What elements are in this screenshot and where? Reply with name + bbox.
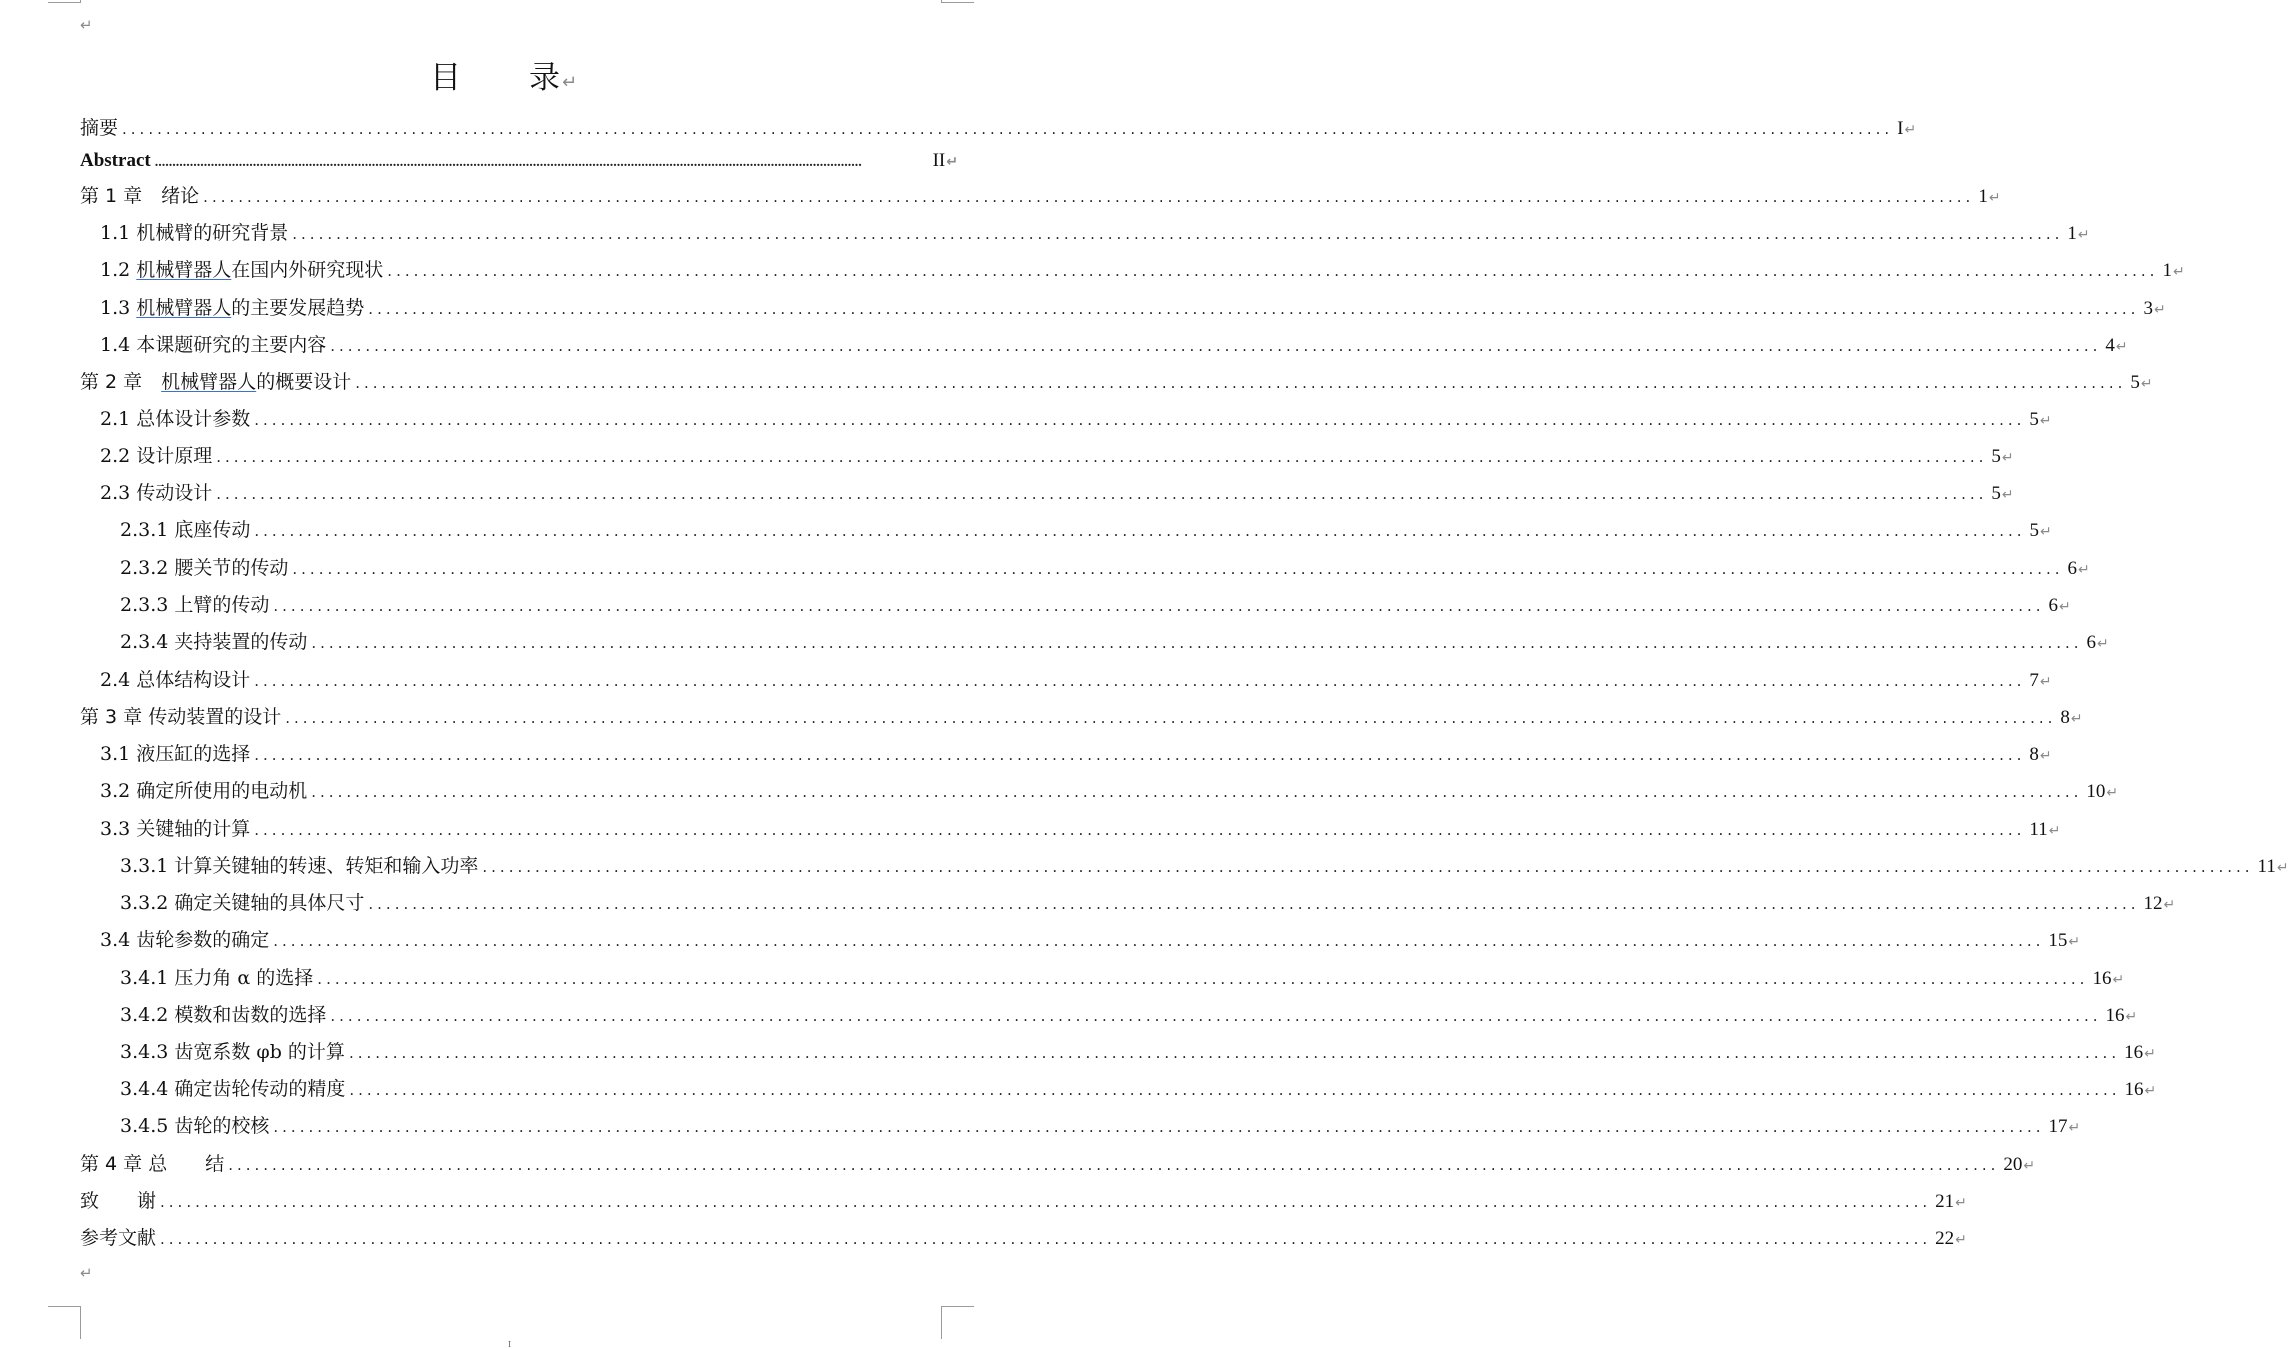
toc-page-number: 5 (2029, 409, 2039, 430)
toc-entry[interactable] (80, 702, 2083, 732)
dot-leader: .......................................................................................................................................................................................................... (292, 560, 2064, 578)
toc-entry[interactable] (80, 404, 2052, 434)
toc-entry-label: 2.2 设计原理 (100, 445, 213, 467)
toc-entry-label: 参考文献 (80, 1227, 157, 1249)
toc-entry[interactable] (80, 553, 2090, 583)
toc-page-number: 11 (2257, 856, 2276, 877)
toc-entry-label: 2.4 总体结构设计 (100, 669, 251, 691)
toc-page-number: 6 (2048, 595, 2059, 616)
dot-leader: .......................................................................................................................................................................................................... (292, 225, 2064, 243)
toc-page-number: 5 (2130, 372, 2140, 393)
toc-entry[interactable] (80, 888, 2176, 918)
toc-entry[interactable] (80, 255, 2185, 285)
dot-leader: .......................................................................................................................................................................................................... (355, 374, 2127, 392)
paragraph-mark-icon: ↵ (2039, 748, 2052, 764)
toc-entry-label: 摘要 (80, 117, 119, 139)
dot-leader: .......................................................................................................................................................................................................... (387, 262, 2159, 280)
toc-label-link[interactable]: 机械臂器人 (161, 371, 257, 393)
toc-entry-label: 3.2 确定所使用的电动机 (100, 780, 308, 802)
toc-label-prefix: 1.2 (100, 259, 137, 281)
toc-entry[interactable] (80, 330, 2128, 360)
toc-entry-label: 1.1 机械臂的研究背景 (100, 222, 289, 244)
toc-entry[interactable] (80, 1074, 2157, 1104)
toc-entry[interactable] (80, 478, 2014, 508)
dot-leader: .......................................................................................................................................................................................................... (254, 411, 2026, 429)
crop-mark-bottom-right (941, 1306, 974, 1339)
toc-label-link[interactable]: 机械臂器人 (136, 297, 232, 319)
toc-page-number: 11 (2029, 819, 2048, 840)
toc-page-number: 10 (2086, 781, 2106, 802)
toc-label-suffix: 的概要设计 (256, 371, 352, 393)
toc-page-number: 8 (2060, 707, 2070, 728)
toc-label-suffix: 的主要发展趋势 (231, 297, 365, 319)
toc-entry[interactable] (80, 515, 2052, 545)
toc-title-text: 目 录 (429, 60, 562, 96)
toc-entry-label: 致 谢 (80, 1190, 157, 1212)
dot-leader: .......................................................................................................................................................................................................... (317, 970, 2089, 988)
toc-page-number: II (932, 150, 946, 171)
toc-page-number: 5 (2029, 520, 2040, 541)
toc-page-number: 22 (1935, 1228, 1955, 1249)
dot-leader: .......................................................................................................................................................................................................... (330, 1007, 2102, 1025)
paragraph-mark-icon: ↵ (2144, 1046, 2156, 1062)
toc-entry-label: 3.3.2 确定关键轴的具体尺寸 (120, 892, 365, 914)
toc-page-number: 1 (2162, 260, 2172, 281)
toc-entry-label: 3.4.3 齿宽系数 φb 的计算 (120, 1041, 345, 1063)
toc-entry[interactable] (80, 218, 2090, 248)
toc-entry[interactable] (80, 739, 2052, 769)
paragraph-mark-icon: ↵ (2172, 264, 2185, 280)
toc-page-number: 5 (1991, 483, 2001, 504)
toc-entry-label: 3.3.1 计算关键轴的转速、转矩和输入功率 (120, 855, 479, 877)
paragraph-mark-icon: ↵ (1955, 1232, 1967, 1248)
toc-page-number: 1 (2067, 223, 2077, 244)
toc-entry[interactable] (80, 1111, 2081, 1141)
toc-entry-label: 第 4 章 总 结 (80, 1153, 225, 1175)
paragraph-mark-icon: ↵ (2106, 785, 2119, 801)
dot-leader: .......................................................................................................................................................................................................... (348, 1044, 2121, 1062)
toc-entry-label: 第 1 章 绪论 (80, 185, 200, 207)
dot-leader: .......................................................................................................................................................................................................... (122, 120, 1894, 138)
toc-page-number: 3 (2143, 298, 2153, 319)
toc-entry[interactable] (80, 851, 2289, 881)
toc-page-number: I (1897, 118, 1904, 139)
paragraph-mark-icon: ↵ (2125, 1009, 2138, 1025)
dot-leader: .......................................................................................................................................................................................................... (228, 1156, 2000, 1174)
dot-leader: .......................................................................................................................................................................................................... (368, 895, 2140, 913)
paragraph-mark-icon: ↵ (946, 154, 958, 170)
toc-entry[interactable] (80, 1037, 2156, 1067)
dot-leader: .......................................................................................................................................................................................................... (254, 672, 2026, 690)
toc-entry[interactable] (80, 627, 2109, 657)
dot-leader: .......................................................................................................................................................................................................... (273, 597, 2045, 615)
dot-leader: .......................................................................................................................................................................................................... (285, 709, 2057, 727)
dot-leader: .......................................................................................................................................................................................................... (254, 821, 2026, 839)
toc-entry[interactable] (80, 293, 2166, 323)
paragraph-mark-icon: ↵ (2068, 934, 2081, 950)
paragraph-mark-icon: ↵ (2001, 487, 2014, 503)
toc-entry-label: 2.3.2 腰关节的传动 (120, 557, 289, 579)
paragraph-mark-icon: ↵ (2078, 562, 2090, 578)
paragraph-mark-icon: ↵ (2059, 599, 2071, 615)
toc-page-number: 17 (2048, 1116, 2068, 1137)
paragraph-mark-icon: ↵ (2001, 450, 2014, 466)
toc-entry[interactable] (80, 963, 2125, 993)
toc-entry-label: 2.3 传动设计 (100, 482, 213, 504)
toc-entry[interactable] (80, 367, 2153, 397)
toc-page-number: 6 (2086, 632, 2097, 653)
paragraph-mark-icon: ↵ (2112, 972, 2125, 988)
crop-mark-top-right (941, 0, 974, 3)
paragraph-mark-icon: ↵ (2163, 897, 2176, 913)
toc-entry[interactable] (80, 1186, 1967, 1216)
paragraph-mark-icon: ↵ (80, 16, 93, 34)
toc-entry-label: 2.1 总体设计参数 (100, 408, 251, 430)
toc-entry-label: 3.4 齿轮参数的确定 (100, 929, 270, 951)
toc-page-number: 21 (1935, 1191, 1955, 1212)
dot-leader: .......................................................................................................................................................................................................... (160, 1230, 1932, 1248)
paragraph-mark-icon: ↵ (2048, 823, 2061, 839)
toc-entry[interactable] (80, 665, 2052, 695)
paragraph-mark-icon: ↵ (2070, 711, 2083, 727)
toc-entry[interactable] (80, 441, 2014, 471)
toc-page-number: 16 (2124, 1042, 2144, 1063)
paragraph-mark-icon: ↵ (1988, 190, 2001, 206)
paragraph-mark-icon: ↵ (1904, 122, 1917, 138)
toc-entry[interactable] (80, 1149, 2036, 1179)
toc-label-link[interactable]: 机械臂器人 (136, 259, 232, 281)
dot-leader: .......................................................................................................................................................................................................... (482, 858, 2254, 876)
dot-leader: .......................................................................................................................................................................................................... (273, 932, 2045, 950)
toc-page-number: 16 (2105, 1005, 2125, 1026)
paragraph-mark-icon: ↵ (80, 1264, 93, 1282)
dot-leader: .......................................................................................................................................................................................................... (330, 337, 2102, 355)
paragraph-mark-icon: ↵ (2039, 674, 2052, 690)
dot-leader: .......................................................................................................................................................................................................... (311, 634, 2083, 652)
toc-entry[interactable] (80, 590, 2071, 620)
dot-leader: .......................................................................................................................................................................................................... (273, 1118, 2045, 1136)
toc-entry-label (80, 367, 351, 397)
paragraph-mark-icon: ↵ (2097, 636, 2109, 652)
toc-entry[interactable] (80, 814, 2061, 844)
toc-entry-label: Abstract (80, 150, 151, 171)
toc-entry[interactable] (80, 1000, 2138, 1030)
toc-page-number: 12 (2143, 893, 2163, 914)
toc-page-number: 7 (2029, 670, 2039, 691)
dot-leader: .......................................................................................................................................................................................................... (311, 783, 2083, 801)
paragraph-mark-icon: ↵ (2144, 1083, 2157, 1099)
toc-entry-label: 3.4.1 压力角 α 的选择 (120, 967, 314, 989)
toc-entry[interactable] (80, 113, 1917, 143)
crop-mark-bottom-left (48, 1306, 81, 1339)
toc-label-prefix: 1.3 (100, 297, 137, 319)
toc-entry-label: 2.3.4 夹持装置的传动 (120, 631, 308, 653)
toc-entry-label: 1.4 本课题研究的主要内容 (100, 334, 327, 356)
paragraph-mark-icon: ↵ (2140, 376, 2153, 392)
dot-leader: .......................................................................................................................................................................................................... (203, 188, 1975, 206)
toc-entry[interactable] (80, 181, 2001, 211)
paragraph-mark-icon: ↵ (2276, 860, 2289, 876)
dot-leader: .......................................................................................................................................................................................................... (368, 300, 2140, 318)
toc-label-suffix: 在国内外研究现状 (231, 259, 384, 281)
paragraph-mark-icon: ↵ (561, 72, 580, 93)
toc-entry-label: 第 3 章 传动装置的设计 (80, 706, 282, 728)
toc-entry-label: 2.3.1 底座传动 (120, 519, 251, 541)
dot-leader: .......................................................................................................................................................................................................... (254, 746, 2026, 764)
toc-page-number: 8 (2029, 744, 2039, 765)
toc-entry-label: 3.3 关键轴的计算 (100, 818, 251, 840)
dot-leader: .......................................................................................................................................................................................................... (349, 1081, 2121, 1099)
toc-entry-label: 2.3.3 上臂的传动 (120, 594, 270, 616)
toc-page-number: 6 (2067, 558, 2078, 579)
toc-entry-label: 3.4.5 齿轮的校核 (120, 1115, 270, 1137)
toc-entry[interactable] (80, 925, 2081, 955)
dot-leader: .......................................................................................................................................................................................................... (254, 522, 2026, 540)
paragraph-mark-icon: ↵ (2115, 339, 2128, 355)
paragraph-mark-icon: ↵ (2068, 1120, 2081, 1136)
paragraph-mark-icon: ↵ (1955, 1195, 1967, 1211)
toc-entry-label: 3.4.4 确定齿轮传动的精度 (120, 1078, 346, 1100)
toc-page-number: 16 (2092, 968, 2112, 989)
toc-page-number: 16 (2124, 1079, 2144, 1100)
crop-mark-top-left (48, 0, 81, 3)
paragraph-mark-icon: ↵ (2040, 524, 2052, 540)
paragraph-mark-icon: ↵ (2039, 413, 2052, 429)
toc-entry[interactable] (80, 776, 2119, 806)
toc-entry[interactable] (80, 1223, 1967, 1253)
dot-leader: .......................................................................................................................................................................................................... (216, 485, 1988, 503)
toc-entry-label: 3.4.2 模数和齿数的选择 (120, 1004, 327, 1026)
dot-leader: .......................................................................................................................................................................................................... (216, 448, 1988, 466)
paragraph-mark-icon: ↵ (2023, 1158, 2036, 1174)
toc-page-number: 5 (1991, 446, 2001, 467)
toc-entry[interactable] (80, 146, 958, 176)
toc-page-number: 20 (2003, 1154, 2023, 1175)
toc-page-number: 4 (2105, 335, 2115, 356)
toc-entry-label: 3.1 液压缸的选择 (100, 743, 251, 765)
toc-title (0, 52, 1009, 97)
paragraph-mark-icon: ↵ (2153, 302, 2166, 318)
toc-entry-label (100, 293, 364, 323)
dot-leader: .......................................................................................................................................................................................................... (160, 1193, 1932, 1211)
toc-page-number: 1 (1978, 186, 1988, 207)
paragraph-mark-icon: ↵ (2077, 227, 2090, 243)
page-footer-number: I (508, 1340, 512, 1349)
toc-entry-label (100, 255, 383, 285)
toc-page-number: 15 (2048, 930, 2068, 951)
toc-label-prefix: 第 2 章 (80, 371, 162, 393)
dot-leader: .......................................................................................................................................................................................................... (154, 155, 862, 170)
